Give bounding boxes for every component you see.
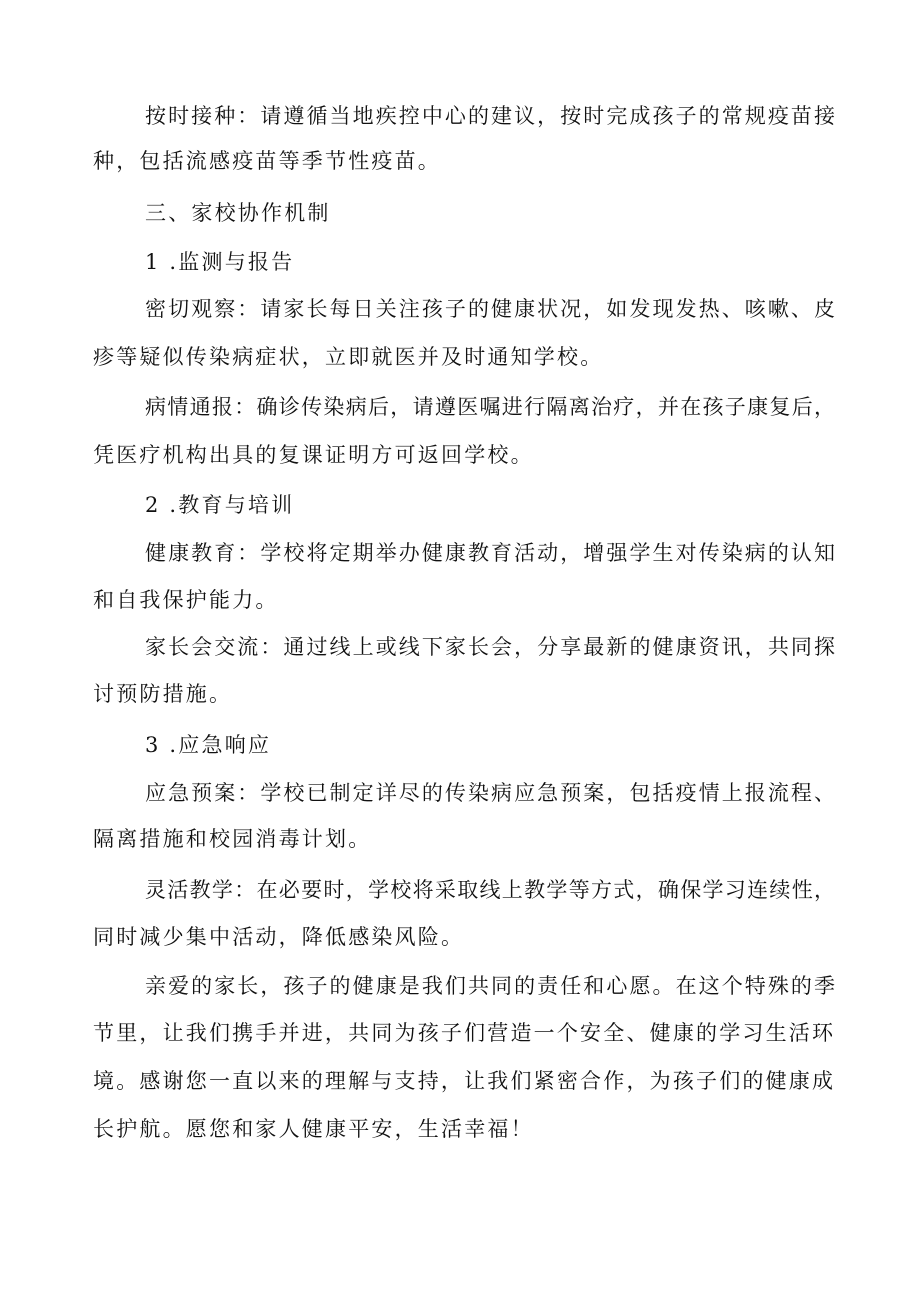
subheading-monitoring-reporting: 1 .监测与报告 bbox=[145, 250, 295, 274]
paragraph-observation-line-2: 疹等疑似传染病症状，立即就医并及时通知学校。 bbox=[93, 345, 604, 369]
paragraph-health-education-line-1: 健康教育：学校将定期举办健康教育活动，增强学生对传染病的认知 bbox=[145, 541, 835, 565]
paragraph-illness-report-line-1: 病情通报：确诊传染病后，请遵医嘱进行隔离治疗，并在孩子康复后， bbox=[145, 395, 835, 419]
paragraph-health-education-line-2: 和自我保护能力。 bbox=[93, 588, 279, 612]
paragraph-vaccination-line-2: 种，包括流感疫苗等季节性疫苗。 bbox=[93, 149, 441, 173]
paragraph-observation-line-1: 密切观察：请家长每日关注孩子的健康状况，如发现发热、咳嗽、皮 bbox=[145, 297, 835, 321]
paragraph-emergency-plan-line-2: 隔离措施和校园消毒计划。 bbox=[93, 827, 372, 851]
paragraph-closing-line-2: 节里，让我们携手并进，共同为孩子们营造一个安全、健康的学习生活环 bbox=[93, 1021, 833, 1045]
subheading-education-training: 2 .教育与培训 bbox=[145, 493, 295, 517]
paragraph-vaccination-line-1: 按时接种：请遵循当地疾控中心的建议，按时完成孩子的常规疫苗接 bbox=[145, 104, 835, 128]
paragraph-closing-line-4: 长护航。愿您和家人健康平安，生活幸福！ bbox=[93, 1117, 534, 1141]
section-heading-home-school-cooperation: 三、家校协作机制 bbox=[145, 201, 331, 225]
paragraph-flexible-teaching-line-1: 灵活教学：在必要时，学校将采取线上教学等方式，确保学习连续性， bbox=[145, 878, 835, 902]
paragraph-emergency-plan-line-1: 应急预案：学校已制定详尽的传染病应急预案，包括疫情上报流程、 bbox=[145, 781, 835, 805]
paragraph-flexible-teaching-line-2: 同时减少集中活动，降低感染风险。 bbox=[93, 925, 465, 949]
paragraph-closing-line-1: 亲爱的家长，孩子的健康是我们共同的责任和心愿。在这个特殊的季 bbox=[145, 974, 835, 998]
paragraph-parent-meeting-line-2: 讨预防措施。 bbox=[93, 682, 233, 706]
subheading-emergency-response: 3 .应急响应 bbox=[145, 733, 272, 757]
paragraph-parent-meeting-line-1: 家长会交流：通过线上或线下家长会，分享最新的健康资讯，共同探 bbox=[145, 635, 835, 659]
paragraph-closing-line-3: 境。感谢您一直以来的理解与支持，让我们紧密合作，为孩子们的健康成 bbox=[93, 1069, 833, 1093]
paragraph-illness-report-line-2: 凭医疗机构出具的复课证明方可返回学校。 bbox=[93, 443, 534, 467]
